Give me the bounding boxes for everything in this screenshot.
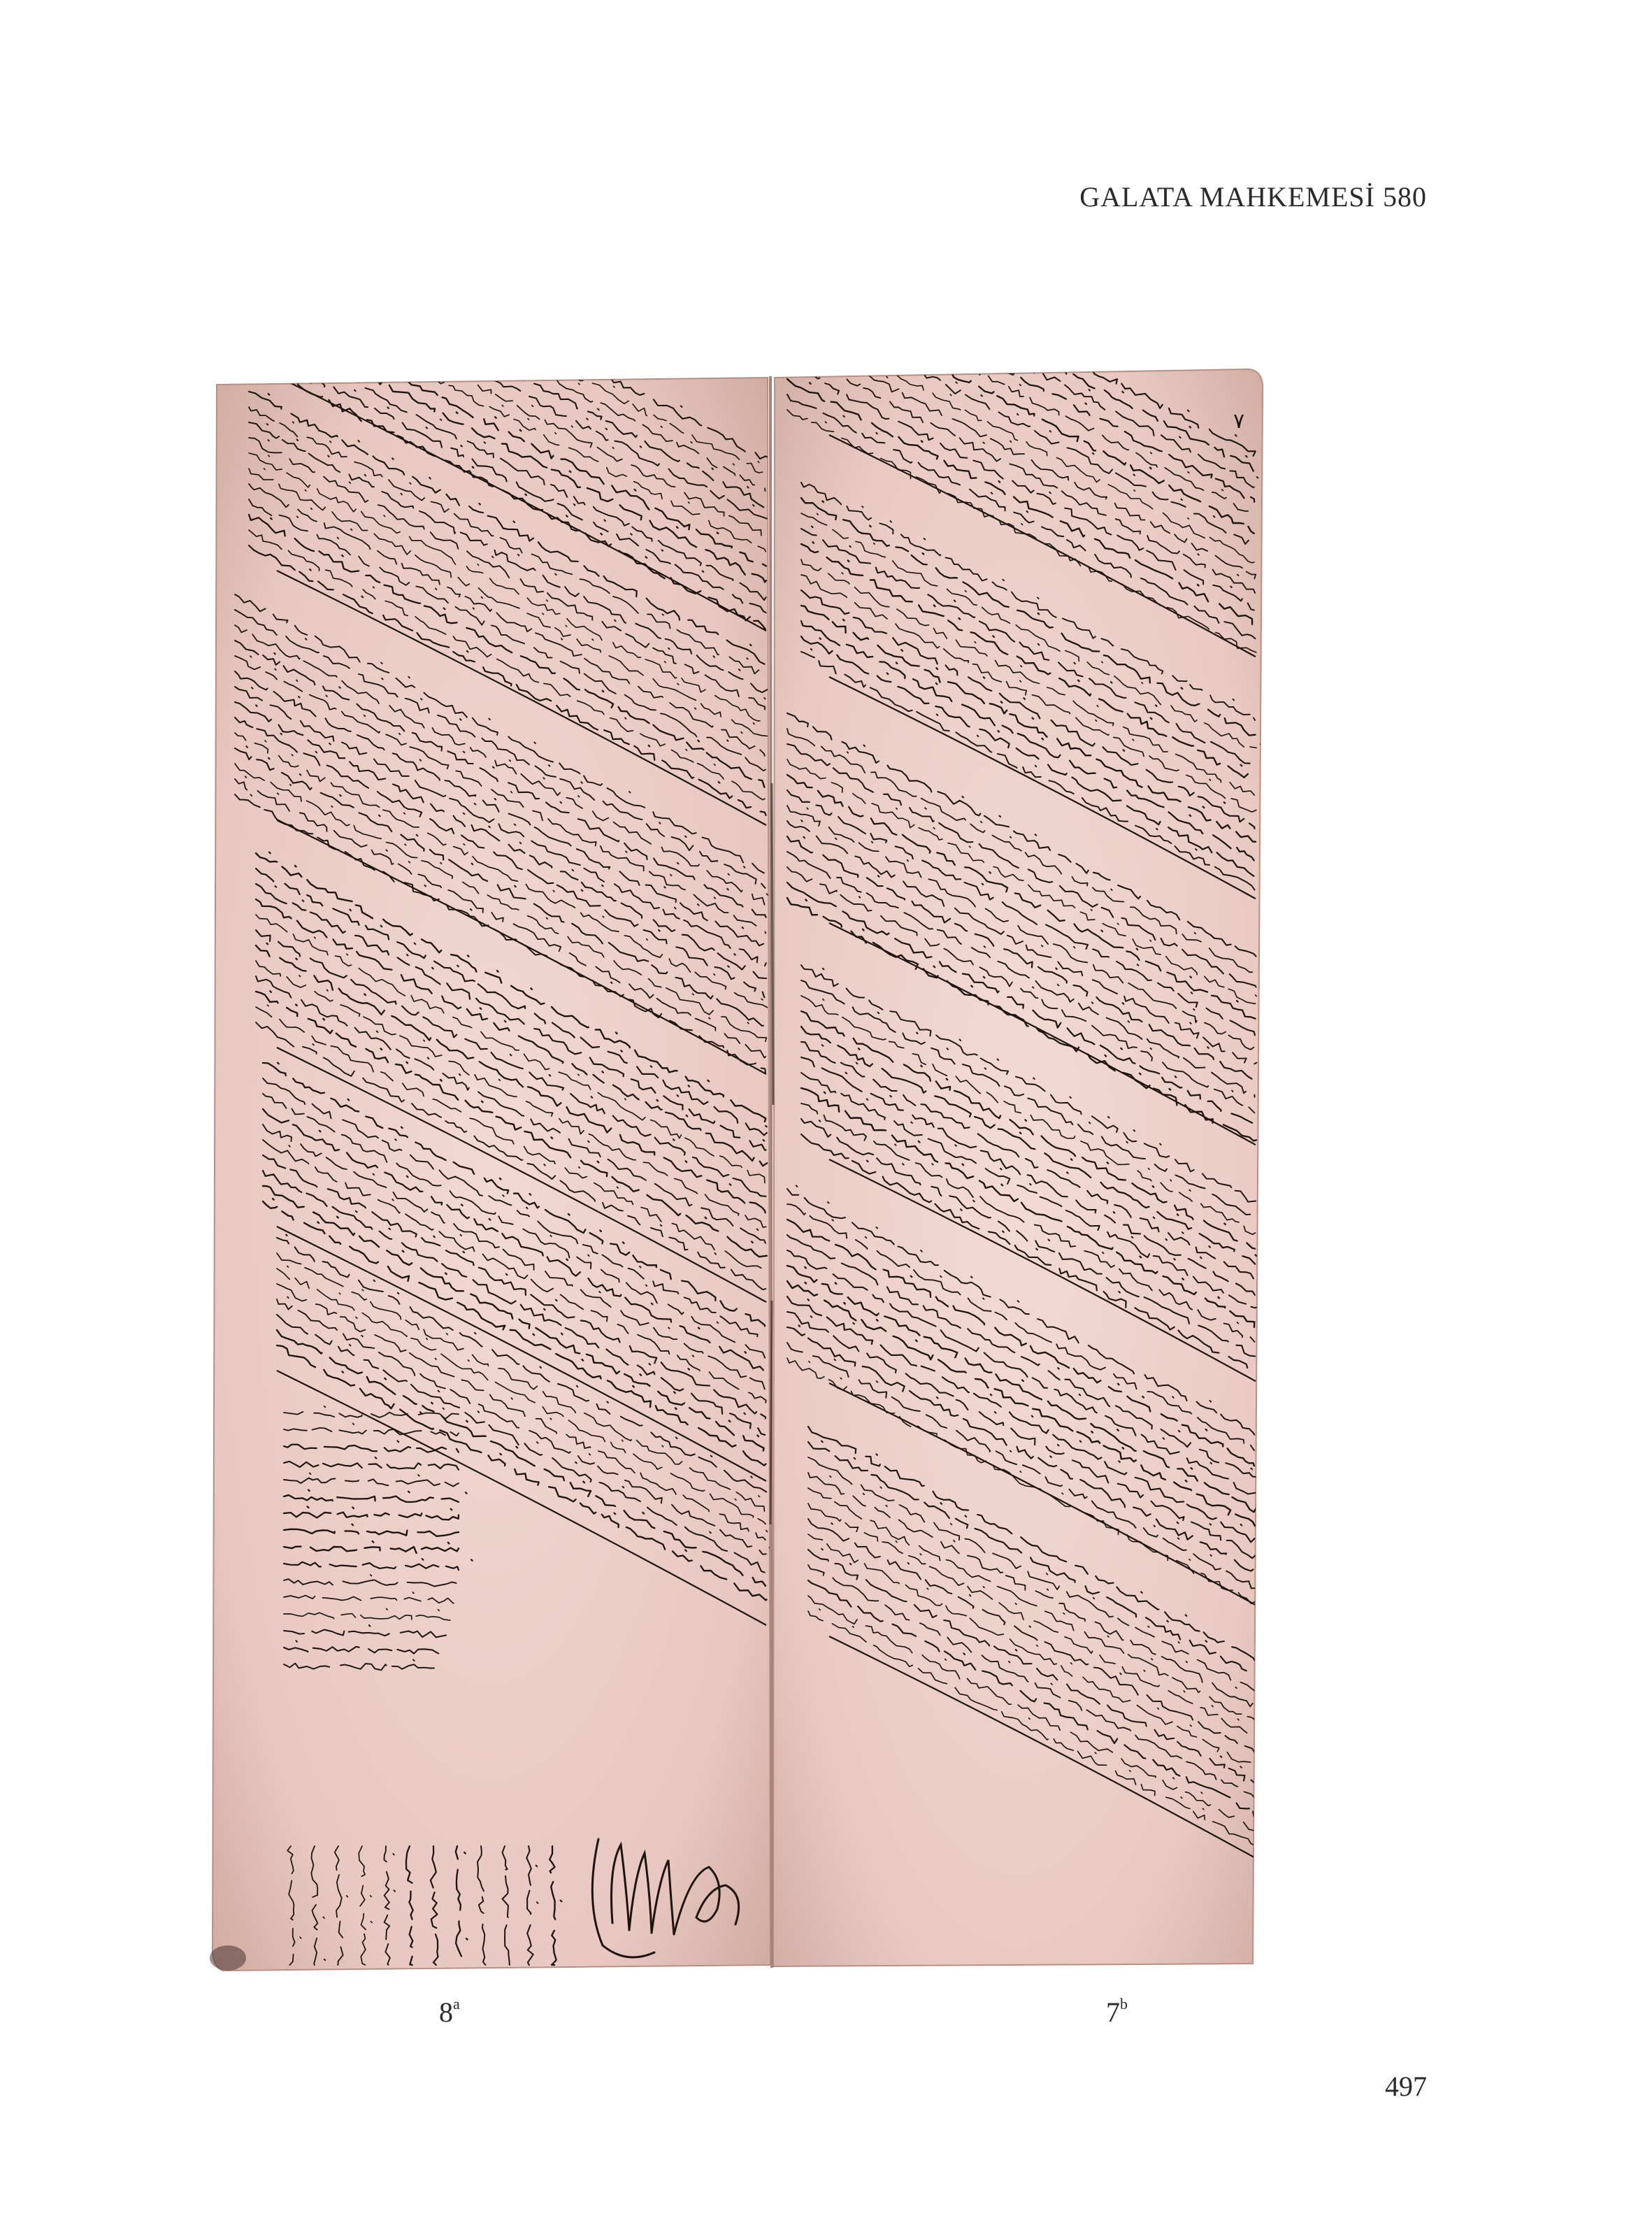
left-page	[213, 378, 770, 1971]
folio-label-left	[439, 1996, 460, 2029]
right-page-marginal-number: ٧	[1233, 409, 1245, 434]
folio-left-side: a	[453, 1994, 460, 2013]
manuscript-photograph	[207, 364, 1272, 1979]
page-number: 497	[1385, 2071, 1427, 2102]
running-head: GALATA MAHKEMESİ 580	[1079, 181, 1427, 213]
folio-right-side: b	[1120, 1994, 1128, 2013]
folio-right-number: 7	[1106, 1996, 1120, 2028]
folio-left-number: 8	[439, 1996, 453, 2028]
gutter-fold	[770, 376, 772, 1968]
folio-label-right	[1106, 1996, 1128, 2029]
manuscript-svg	[207, 364, 1272, 1979]
